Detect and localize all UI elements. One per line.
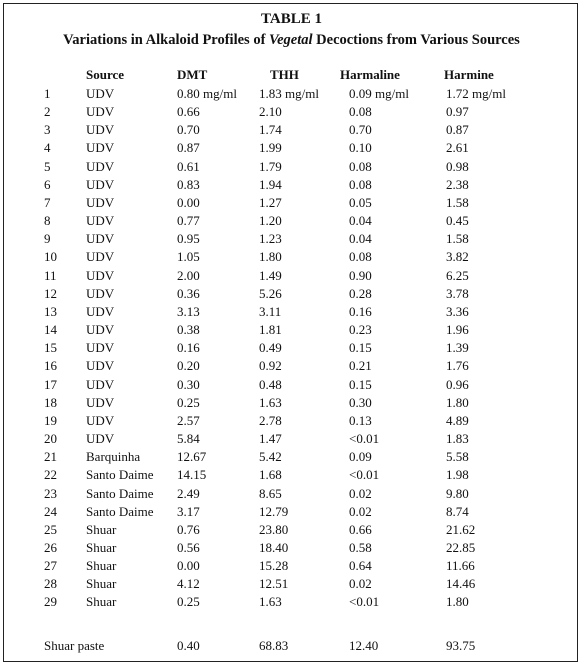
header-harmaline: Harmaline — [340, 67, 400, 82]
row-number: 27 — [44, 558, 57, 573]
row-number: 26 — [44, 540, 57, 555]
row-harmine: 21.62 — [446, 522, 476, 537]
row-source: UDV — [86, 431, 115, 446]
row-thh: 15.28 — [259, 558, 289, 573]
row-harmaline: 0.21 — [349, 358, 372, 373]
row-harmaline: 0.02 — [349, 504, 372, 519]
row-harmine: 3.36 — [446, 304, 469, 319]
row-source: UDV — [86, 249, 115, 264]
row-number: 23 — [44, 486, 57, 501]
row-harmine: 14.46 — [446, 576, 476, 591]
row-number: 7 — [44, 195, 51, 210]
row-number: 25 — [44, 522, 57, 537]
row-thh: 18.40 — [259, 540, 289, 555]
row-harmine: 1.83 — [446, 431, 469, 446]
row-harmine: 1.72 mg/ml — [446, 86, 506, 101]
row-thh: 23.80 — [259, 522, 289, 537]
row-thh: 1.99 — [259, 140, 282, 155]
row-harmaline: 0.04 — [349, 231, 372, 246]
row-harmine: 2.38 — [446, 177, 469, 192]
row-source: UDV — [86, 268, 115, 283]
row-thh: 0.49 — [259, 340, 282, 355]
row-dmt: 4.12 — [177, 576, 200, 591]
row-thh: 1.63 — [259, 594, 282, 609]
row-thh: 0.48 — [259, 377, 282, 392]
row-thh: 1.81 — [259, 322, 282, 337]
row-thh: 2.10 — [259, 104, 282, 119]
row-number: 28 — [44, 576, 57, 591]
row-source: UDV — [86, 286, 115, 301]
row-source: Shuar — [86, 576, 117, 591]
row-source: UDV — [86, 159, 115, 174]
row-harmaline: 0.16 — [349, 304, 372, 319]
row-dmt: 0.87 — [177, 140, 200, 155]
row-thh: 12.79 — [259, 504, 289, 519]
row-number: 6 — [44, 177, 51, 192]
row-dmt: 0.80 mg/ml — [177, 86, 237, 101]
row-thh: 1.79 — [259, 159, 282, 174]
row-dmt: 2.00 — [177, 268, 200, 283]
row-number: 10 — [44, 249, 57, 264]
row-dmt: 2.49 — [177, 486, 200, 501]
row-harmine: 3.82 — [446, 249, 469, 264]
row-thh: 1.20 — [259, 213, 282, 228]
row-number: 16 — [44, 358, 57, 373]
row-dmt: 0.77 — [177, 213, 200, 228]
row-dmt: 0.00 — [177, 558, 200, 573]
row-harmaline: <0.01 — [349, 594, 380, 609]
row-dmt: 0.16 — [177, 340, 200, 355]
footer-dmt: 0.40 — [177, 638, 200, 653]
row-source: Shuar — [86, 594, 117, 609]
row-number: 1 — [44, 86, 51, 101]
row-thh: 1.63 — [259, 395, 282, 410]
row-harmaline: 0.70 — [349, 122, 372, 137]
row-harmaline: 0.58 — [349, 540, 372, 555]
row-source: UDV — [86, 104, 115, 119]
row-source: UDV — [86, 213, 115, 228]
row-dmt: 0.00 — [177, 195, 200, 210]
row-harmaline: 0.09 — [349, 449, 372, 464]
row-harmine: 1.39 — [446, 340, 469, 355]
row-source: Santo Daime — [86, 504, 154, 519]
row-harmaline: 0.05 — [349, 195, 372, 210]
row-harmaline: 0.30 — [349, 395, 372, 410]
row-dmt: 0.30 — [177, 377, 200, 392]
row-thh: 1.23 — [259, 231, 282, 246]
row-harmine: 0.98 — [446, 159, 469, 174]
row-dmt: 3.17 — [177, 504, 200, 519]
row-source: UDV — [86, 304, 115, 319]
row-harmaline: 0.08 — [349, 249, 372, 264]
row-number: 5 — [44, 159, 51, 174]
row-harmaline: 0.64 — [349, 558, 372, 573]
row-thh: 0.92 — [259, 358, 282, 373]
row-source: Barquinha — [86, 449, 141, 464]
row-harmine: 9.80 — [446, 486, 469, 501]
row-source: UDV — [86, 340, 115, 355]
row-dmt: 0.20 — [177, 358, 200, 373]
row-source: UDV — [86, 231, 115, 246]
row-number: 21 — [44, 449, 57, 464]
table-title: TABLE 1 — [261, 11, 322, 27]
row-source: Shuar — [86, 522, 117, 537]
row-harmine: 3.78 — [446, 286, 469, 301]
row-harmaline: 0.02 — [349, 576, 372, 591]
row-thh: 1.94 — [259, 177, 282, 192]
row-thh: 3.11 — [259, 304, 282, 319]
row-source: UDV — [86, 177, 115, 192]
row-harmaline: <0.01 — [349, 431, 380, 446]
row-number: 11 — [44, 268, 57, 283]
row-harmine: 22.85 — [446, 540, 476, 555]
row-number: 20 — [44, 431, 57, 446]
row-harmine: 1.58 — [446, 231, 469, 246]
row-source: Santo Daime — [86, 486, 154, 501]
row-harmaline: 0.23 — [349, 322, 372, 337]
row-harmine: 2.61 — [446, 140, 469, 155]
row-dmt: 0.36 — [177, 286, 200, 301]
row-thh: 1.83 mg/ml — [259, 86, 319, 101]
row-harmine: 1.96 — [446, 322, 469, 337]
row-harmaline: 0.08 — [349, 177, 372, 192]
row-harmaline: <0.01 — [349, 467, 380, 482]
row-harmaline: 0.15 — [349, 377, 372, 392]
row-thh: 12.51 — [259, 576, 289, 591]
subtitle-suffix: Decoctions from Various Sources — [312, 32, 520, 48]
row-dmt: 2.57 — [177, 413, 200, 428]
row-dmt: 0.76 — [177, 522, 200, 537]
row-thh: 1.49 — [259, 268, 282, 283]
row-source: UDV — [86, 122, 115, 137]
row-number: 29 — [44, 594, 57, 609]
row-harmaline: 0.09 mg/ml — [349, 86, 409, 101]
row-number: 2 — [44, 104, 51, 119]
row-dmt: 12.67 — [177, 449, 207, 464]
header-thh: THH — [270, 67, 299, 82]
row-source: UDV — [86, 358, 115, 373]
row-harmine: 0.97 — [446, 104, 469, 119]
row-number: 19 — [44, 413, 57, 428]
row-harmine: 0.45 — [446, 213, 469, 228]
subtitle-prefix: Variations in Alkaloid Profiles of — [63, 32, 270, 48]
row-thh: 8.65 — [259, 486, 282, 501]
row-number: 12 — [44, 286, 57, 301]
row-source: UDV — [86, 322, 115, 337]
row-thh: 5.26 — [259, 286, 282, 301]
footer-label: Shuar paste — [44, 638, 105, 653]
row-source: UDV — [86, 377, 115, 392]
row-harmine: 8.74 — [446, 504, 469, 519]
row-dmt: 1.05 — [177, 249, 200, 264]
row-dmt: 0.66 — [177, 104, 200, 119]
row-dmt: 0.83 — [177, 177, 200, 192]
row-harmaline: 0.10 — [349, 140, 372, 155]
header-harmine: Harmine — [444, 67, 494, 82]
row-source: UDV — [86, 140, 115, 155]
row-dmt: 0.61 — [177, 159, 200, 174]
row-number: 17 — [44, 377, 57, 392]
row-source: UDV — [86, 86, 115, 101]
row-harmaline: 0.90 — [349, 268, 372, 283]
row-number: 14 — [44, 322, 57, 337]
row-dmt: 0.56 — [177, 540, 200, 555]
row-dmt: 0.38 — [177, 322, 200, 337]
row-dmt: 5.84 — [177, 431, 200, 446]
footer-harmine: 93.75 — [446, 638, 476, 653]
row-thh: 1.47 — [259, 431, 282, 446]
row-harmine: 1.58 — [446, 195, 469, 210]
row-harmaline: 0.08 — [349, 104, 372, 119]
row-source: Shuar — [86, 540, 117, 555]
row-dmt: 0.25 — [177, 594, 200, 609]
row-harmaline: 0.15 — [349, 340, 372, 355]
row-number: 13 — [44, 304, 57, 319]
row-thh: 1.80 — [259, 249, 282, 264]
row-harmine: 0.96 — [446, 377, 469, 392]
row-harmine: 1.98 — [446, 467, 469, 482]
row-number: 22 — [44, 467, 57, 482]
row-dmt: 0.25 — [177, 395, 200, 410]
row-dmt: 0.70 — [177, 122, 200, 137]
row-thh: 1.74 — [259, 122, 282, 137]
row-harmine: 1.76 — [446, 358, 469, 373]
row-harmaline: 0.08 — [349, 159, 372, 174]
row-number: 3 — [44, 122, 51, 137]
row-harmaline: 0.13 — [349, 413, 372, 428]
row-source: Santo Daime — [86, 467, 154, 482]
row-thh: 1.27 — [259, 195, 282, 210]
row-dmt: 3.13 — [177, 304, 200, 319]
row-harmaline: 0.28 — [349, 286, 372, 301]
row-dmt: 0.95 — [177, 231, 200, 246]
row-source: UDV — [86, 413, 115, 428]
row-harmine: 4.89 — [446, 413, 469, 428]
row-number: 24 — [44, 504, 57, 519]
row-thh: 5.42 — [259, 449, 282, 464]
subtitle-italic: Vegetal — [269, 32, 313, 48]
row-number: 18 — [44, 395, 57, 410]
row-harmine: 11.66 — [446, 558, 475, 573]
row-thh: 2.78 — [259, 413, 282, 428]
row-harmaline: 0.66 — [349, 522, 372, 537]
row-number: 4 — [44, 140, 51, 155]
row-source: UDV — [86, 195, 115, 210]
row-harmine: 0.87 — [446, 122, 469, 137]
row-source: Shuar — [86, 558, 117, 573]
row-harmine: 1.80 — [446, 395, 469, 410]
row-number: 8 — [44, 213, 51, 228]
row-source: UDV — [86, 395, 115, 410]
header-dmt: DMT — [177, 67, 208, 82]
table-subtitle — [0, 31, 583, 49]
row-harmaline: 0.04 — [349, 213, 372, 228]
row-harmine: 6.25 — [446, 268, 469, 283]
footer-harmaline: 12.40 — [349, 638, 379, 653]
row-harmine: 5.58 — [446, 449, 469, 464]
row-number: 9 — [44, 231, 51, 246]
row-harmine: 1.80 — [446, 594, 469, 609]
row-dmt: 14.15 — [177, 467, 207, 482]
footer-thh: 68.83 — [259, 638, 289, 653]
row-harmaline: 0.02 — [349, 486, 372, 501]
row-thh: 1.68 — [259, 467, 282, 482]
row-number: 15 — [44, 340, 57, 355]
header-source: Source — [86, 67, 125, 82]
